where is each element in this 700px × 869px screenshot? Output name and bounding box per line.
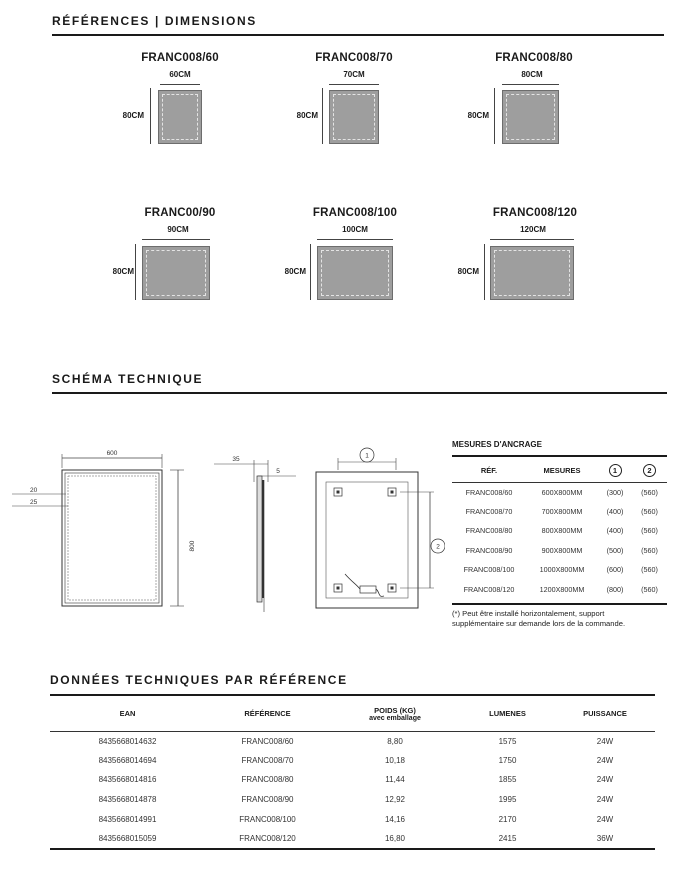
cell-c1: (400) bbox=[606, 526, 624, 536]
cell-poids: 12,92 bbox=[384, 795, 406, 805]
cell-ean: 8435668014694 bbox=[98, 755, 157, 765]
cell-reference: FRANC008/100 bbox=[239, 814, 296, 824]
width-dimension-line bbox=[329, 84, 379, 85]
ref-name: FRANC008/120 bbox=[492, 207, 578, 219]
references-section-title: RÉFÉRENCES | DIMENSIONS bbox=[52, 14, 257, 28]
cell-lumenes: 1855 bbox=[498, 775, 517, 785]
tech-header-row bbox=[50, 697, 655, 731]
cell-ref: FRANC008/70 bbox=[465, 506, 513, 516]
cell-c2: (560) bbox=[641, 487, 658, 497]
anchorage-note bbox=[452, 609, 672, 629]
cell-reference: FRANC008/70 bbox=[241, 755, 294, 765]
table-row bbox=[452, 521, 667, 541]
cell-ean: 8435668015059 bbox=[50, 829, 205, 849]
cell-ean: 8435668014878 bbox=[98, 795, 157, 805]
ref-height-label: 80CM bbox=[457, 267, 479, 276]
cell-poids: 11,44 bbox=[385, 775, 405, 785]
technical-drawing bbox=[0, 440, 445, 620]
cell-c1: (400) bbox=[606, 506, 624, 516]
width-dimension-line bbox=[142, 239, 210, 240]
schema-section-title: SCHÉMA TECHNIQUE bbox=[52, 372, 204, 386]
header-reference: RÉFÉRENCE bbox=[205, 697, 330, 731]
table-row bbox=[50, 829, 655, 849]
cell-mesures: 700X800MM bbox=[541, 506, 583, 516]
ref-name: FRANC008/60 bbox=[141, 52, 219, 64]
table-row bbox=[50, 790, 655, 810]
ref-name: FRANC008/70 bbox=[315, 52, 393, 64]
height-dimension-line bbox=[322, 88, 323, 144]
height-dimension-line bbox=[484, 244, 485, 300]
mirror-thumbnail bbox=[329, 90, 379, 144]
cell-ean: 8435668014991 bbox=[98, 814, 157, 824]
back-view-drawing bbox=[316, 448, 445, 608]
cell-mesures: 800X800MM bbox=[541, 526, 583, 536]
references-title-rule bbox=[52, 34, 664, 36]
anchorage-title-rule bbox=[452, 455, 667, 457]
cell-lumenes: 2170 bbox=[498, 814, 517, 824]
anchorage-bottom-rule bbox=[452, 603, 667, 605]
cell-ref: FRANC008/90 bbox=[465, 545, 513, 555]
ref-width-label: 80CM bbox=[521, 70, 543, 79]
mirror-thumbnail bbox=[490, 246, 574, 300]
anchorage-title: MESURES D'ANCRAGE bbox=[452, 440, 542, 449]
anchorage-note-line1: (*) Peut être installé horizontalement, support bbox=[452, 609, 605, 618]
cell-c1: (600) bbox=[606, 565, 624, 575]
mirror-thumbnail bbox=[502, 90, 559, 144]
cell-puissance: 24W bbox=[596, 814, 614, 824]
header-ean: EAN bbox=[50, 697, 205, 731]
tech-data-table bbox=[50, 697, 655, 850]
ref-height-label: 80CM bbox=[284, 267, 306, 276]
width-dimension-line bbox=[160, 84, 200, 85]
front-view-drawing bbox=[12, 450, 196, 606]
cell-reference: FRANC008/120 bbox=[205, 829, 330, 849]
anchorage-note-line2: supplémentaire sur demande lors de la commande. bbox=[452, 619, 626, 628]
ref-name: FRANC00/90 bbox=[144, 207, 216, 219]
cell-c2: (560) bbox=[641, 565, 658, 575]
ref-height-label: 80CM bbox=[112, 267, 134, 276]
table-row bbox=[452, 502, 667, 522]
cell-mesures: 900X800MM bbox=[541, 545, 583, 555]
height-dimension-line bbox=[150, 88, 151, 144]
cell-puissance: 24W bbox=[596, 775, 614, 785]
cell-reference: FRANC008/80 bbox=[241, 775, 294, 785]
cell-poids: 8,80 bbox=[387, 736, 403, 746]
ref-name: FRANC008/100 bbox=[312, 207, 398, 219]
table-row bbox=[50, 770, 655, 790]
cell-ref: FRANC008/100 bbox=[463, 565, 515, 575]
table-row bbox=[452, 482, 667, 502]
ref-name: FRANC008/80 bbox=[495, 52, 573, 64]
cell-lumenes: 2415 bbox=[460, 829, 555, 849]
side-thin-label: 5 bbox=[276, 468, 280, 475]
header-ref: RÉF. bbox=[452, 460, 526, 482]
mirror-thumbnail bbox=[142, 246, 210, 300]
table-row bbox=[452, 541, 667, 561]
cell-c2: (560) bbox=[641, 584, 658, 594]
cell-mesures: 1000X800MM bbox=[539, 565, 585, 575]
cell-c1: (800) bbox=[606, 584, 624, 594]
table-row bbox=[452, 580, 667, 600]
cell-ean: 8435668014816 bbox=[98, 775, 157, 785]
height-dimension-line bbox=[310, 244, 311, 300]
side-view-drawing bbox=[214, 456, 296, 612]
header-poids-sub: avec emballage bbox=[369, 714, 421, 722]
circle-2-icon: 2 bbox=[643, 464, 656, 477]
cell-c2: (560) bbox=[641, 506, 658, 516]
cell-c1: (300) bbox=[606, 487, 624, 497]
mirror-thumbnail bbox=[317, 246, 393, 300]
header-poids-label: POIDS (KG) bbox=[374, 705, 416, 715]
side-depth-label: 35 bbox=[232, 456, 240, 463]
cell-lumenes: 1750 bbox=[498, 755, 517, 765]
cell-c2: (560) bbox=[641, 545, 658, 555]
cell-lumenes: 1995 bbox=[498, 795, 517, 805]
header-mesures: MESURES bbox=[526, 460, 598, 482]
cell-poids: 10,18 bbox=[384, 755, 406, 765]
width-dimension-line bbox=[317, 239, 393, 240]
anchorage-header-row bbox=[452, 460, 667, 482]
ref-height-label: 80CM bbox=[122, 111, 144, 120]
header-lumenes: LUMENES bbox=[460, 697, 555, 731]
table-row bbox=[50, 751, 655, 771]
cell-puissance: 24W bbox=[596, 795, 614, 805]
cell-ref: FRANC008/80 bbox=[465, 526, 513, 536]
ref-width-label: 70CM bbox=[343, 70, 365, 79]
cell-mesures: 600X800MM bbox=[541, 487, 583, 497]
height-dimension-line bbox=[135, 244, 136, 300]
cell-mesures: 1200X800MM bbox=[539, 584, 585, 594]
cell-puissance: 36W bbox=[555, 829, 655, 849]
table-row bbox=[452, 560, 667, 580]
cell-c1: (500) bbox=[606, 545, 624, 555]
cell-ref: FRANC008/120 bbox=[463, 584, 515, 594]
mirror-thumbnail bbox=[158, 90, 202, 144]
anchorage-table bbox=[452, 460, 667, 599]
cell-poids: 14,16 bbox=[384, 814, 406, 824]
width-dimension-line bbox=[490, 239, 574, 240]
inset-inner-label: 25 bbox=[30, 499, 38, 506]
front-height-label: 800 bbox=[189, 540, 196, 552]
cell-poids: 16,80 bbox=[330, 829, 460, 849]
cell-ref: FRANC008/60 bbox=[465, 487, 513, 497]
ref-height-label: 80CM bbox=[296, 111, 318, 120]
inset-outer-label: 20 bbox=[30, 487, 38, 494]
header-circle-2 bbox=[632, 460, 667, 482]
width-dimension-line bbox=[502, 84, 559, 85]
cell-c2: (560) bbox=[641, 526, 658, 536]
back-marker-2: 2 bbox=[436, 543, 440, 551]
ref-width-label: 90CM bbox=[167, 225, 189, 234]
header-circle-1 bbox=[598, 460, 632, 482]
tech-section-title: DONNÉES TECHNIQUES PAR RÉFÉRENCE bbox=[50, 673, 348, 687]
table-row bbox=[50, 731, 655, 751]
cell-lumenes: 1575 bbox=[498, 736, 517, 746]
cell-ean: 8435668014632 bbox=[98, 736, 157, 746]
tech-title-rule bbox=[50, 694, 655, 696]
ref-height-label: 80CM bbox=[467, 111, 489, 120]
ref-width-label: 100CM bbox=[342, 225, 368, 234]
cell-reference: FRANC008/90 bbox=[241, 795, 294, 805]
height-dimension-line bbox=[494, 88, 495, 144]
back-marker-1: 1 bbox=[365, 452, 369, 460]
cell-puissance: 24W bbox=[596, 755, 614, 765]
header-puissance: PUISSANCE bbox=[555, 697, 655, 731]
cell-puissance: 24W bbox=[596, 736, 614, 746]
table-row bbox=[50, 809, 655, 829]
cell-reference: FRANC008/60 bbox=[241, 736, 294, 746]
circle-1-icon: 1 bbox=[609, 464, 622, 477]
front-width-label: 600 bbox=[106, 450, 118, 457]
ref-width-label: 120CM bbox=[520, 225, 546, 234]
ref-width-label: 60CM bbox=[169, 70, 191, 79]
header-poids bbox=[330, 697, 460, 731]
schema-title-rule bbox=[52, 392, 667, 394]
